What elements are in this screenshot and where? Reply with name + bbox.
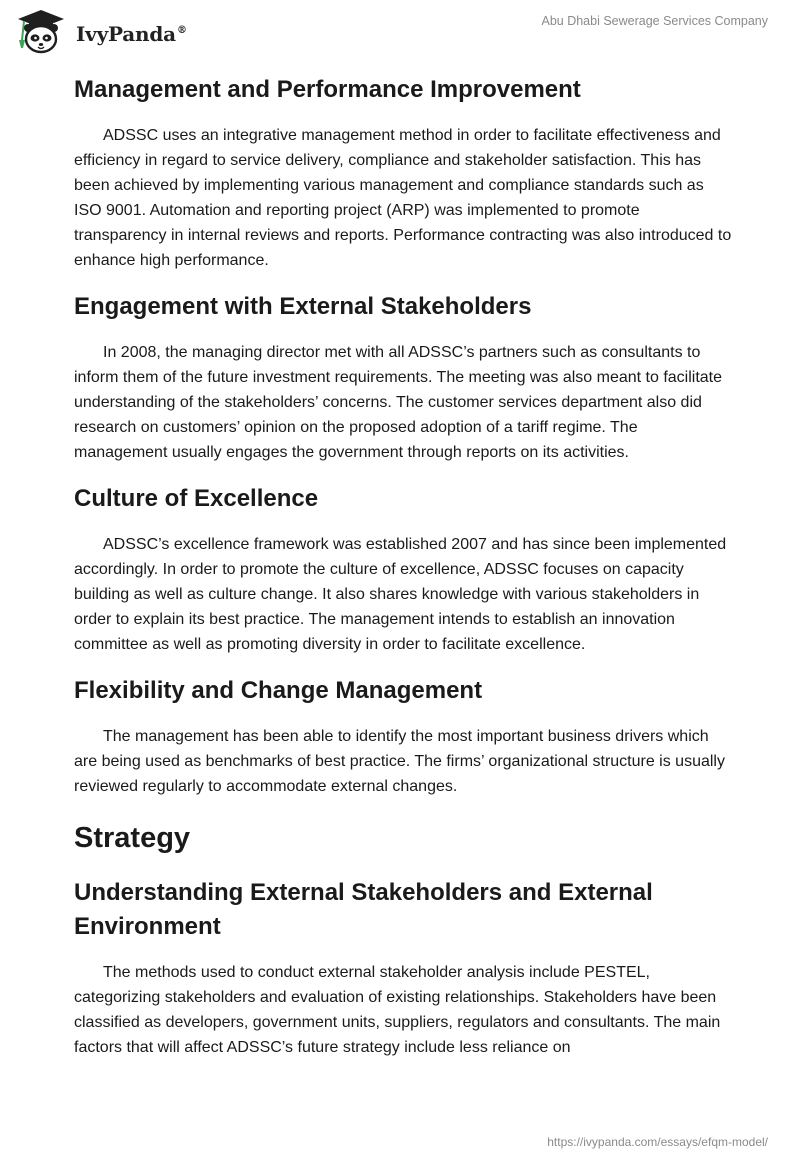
- panda-graduation-cap-icon: [14, 8, 68, 58]
- section-heading: Engagement with External Stakeholders: [74, 293, 532, 320]
- logo-text: IvyPanda: [76, 22, 176, 46]
- section-heading: Culture of Excellence: [74, 485, 319, 512]
- document-body: [74, 70, 734, 1060]
- section-heading: Flexibility and Change Management: [74, 677, 483, 704]
- section-paragraph: ADSSC uses an integrative management method in order to facilitate effectiveness and efficiency in regard to service delivery, compliance and stakeholder satisfaction. This has been achieved by implementing various management and compliance standards such as ISO 9001. Automation and reporting project (ARP) was implemented to promote transparency in internal reviews and reports. Performance contracting was also introduced to enhance high performance.: [74, 127, 732, 269]
- ivypanda-logo[interactable]: [14, 8, 187, 58]
- page-header: [0, 0, 800, 70]
- registered-mark: ®: [176, 25, 187, 37]
- document-title: Abu Dhabi Sewerage Services Company: [541, 14, 768, 28]
- section-paragraph: ADSSC’s excellence framework was established 2007 and has since been implemented accordingly. In order to promote the culture of excellence, ADSSC focuses on capacity building as well as culture change. It also shares knowledge with various stakeholders in order to explain its best practice. The management intends to establish an innovation committee as well as promoting diversity in order to facilitate excellence.: [74, 536, 727, 653]
- section-heading: Management and Performance Improvement: [74, 76, 581, 103]
- source-url-link[interactable]: https://ivypanda.com/essays/efqm-model/: [547, 1135, 768, 1149]
- section-paragraph: The management has been able to identify the most important business drivers which are being used as benchmarks of best practice. The firms’ organizational structure is usually reviewed regularly to accommodate external changes.: [74, 728, 725, 795]
- section-heading: Understanding External Stakeholders and External Environment: [74, 879, 653, 940]
- section-paragraph: The methods used to conduct external stakeholder analysis include PESTEL, categorizing stakeholders and evaluation of existing relationships. Stakeholders have been classified as developers, government units, suppliers, regulators and consultants. The main factors that will affect ADSSC’s future strategy include less reliance on: [74, 964, 721, 1056]
- chapter-heading: Strategy: [74, 822, 191, 854]
- logo-wordmark: [76, 22, 187, 46]
- section-paragraph: In 2008, the managing director met with all ADSSC’s partners such as consultants to inform them of the future investment requirements. The meeting was also meant to facilitate understanding of the stakeholders’ concerns. The customer services department also did research on customers’ opinion on the proposed adoption of a tariff regime. The management usually engages the government through reports on its activities.: [74, 344, 723, 461]
